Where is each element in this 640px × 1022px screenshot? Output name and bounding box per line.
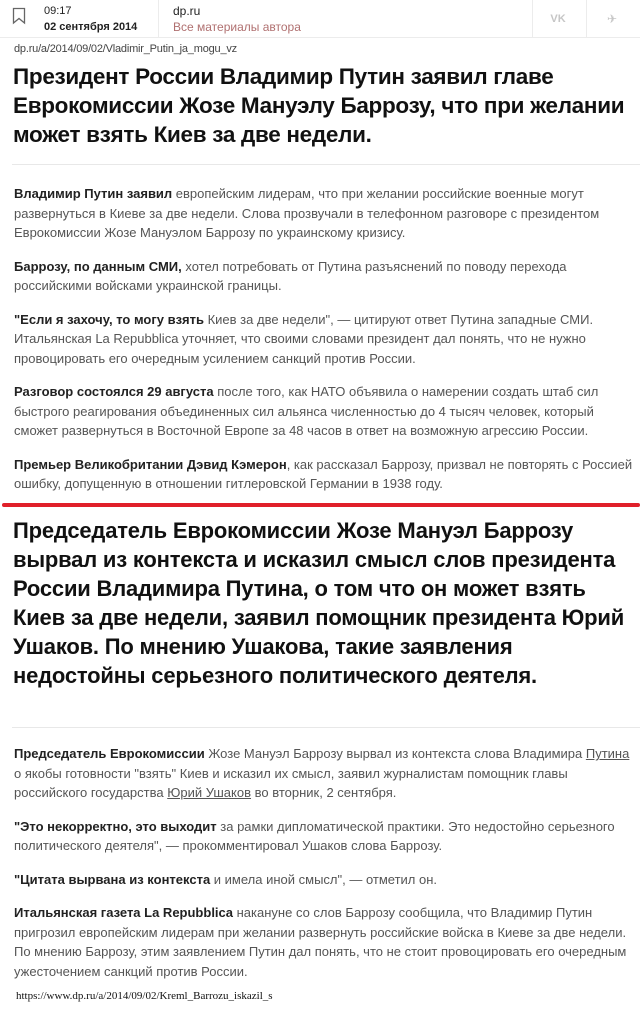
lead-bold: Владимир Путин заявил [14, 186, 173, 201]
paragraph [14, 903, 634, 981]
lead-bold: Итальянская газета La Repubblica [14, 905, 234, 920]
share-telegram-button[interactable] [587, 0, 637, 38]
paragraph [14, 310, 634, 369]
article-2-url: https://www.dp.ru/a/2014/09/02/Kreml_Barrozu_iskazil_s [16, 990, 273, 1002]
paragraph-text: о якобы готовности "взять" Киев и исказил их смысл, заявил журналистам помощник главы российского государства [14, 765, 568, 800]
lead-bold: Разговор состоялся 29 августа [14, 384, 214, 399]
paragraph-text: Жозе Мануэл Баррозу вырвал из контекста слова Владимира [204, 746, 586, 761]
lead-bold: Премьер Великобритании Дэвид Кэмерон [14, 456, 287, 472]
paragraph-text: после того, как НАТО объявила о намерении создать штаб сил быстрого реагирования объединенных сил альянса численностью до 4 тысяч человек, который сможет развернуться в Восточной Европе за 48 часов в ответ на возможную агрессию России. [14, 384, 599, 438]
publish-time: 09:17 [44, 5, 72, 17]
paragraph-text: за рамки дипломатической практики. Это недостойно серьезного политического деятеля", — прокомментировал Ушаков слова Баррозу. [14, 818, 615, 853]
paragraph-text: , как рассказал Баррозу, призвал не повторять с Россией ошибку, допущенную в отношении гитлеровской Германии в 1938 году. [14, 456, 633, 491]
paragraph [14, 870, 634, 890]
paragraph [14, 184, 634, 243]
bookmark-icon[interactable] [12, 7, 26, 25]
share-vk-button[interactable] [533, 0, 583, 38]
source-block [173, 3, 301, 35]
paragraph [14, 257, 634, 296]
article-1-url: dp.ru/a/2014/09/02/Vladimir_Putin_ja_mogu_vz [14, 43, 237, 55]
author-materials-link[interactable]: Все материалы автора [173, 20, 301, 34]
paragraph [14, 817, 634, 856]
publish-datetime [44, 3, 137, 35]
paragraph [14, 455, 634, 494]
divider [158, 0, 159, 38]
lead-bold: Баррозу, по данным СМИ, [14, 258, 182, 274]
lead-bold: "Это некорректно, это выходит [14, 818, 217, 834]
paragraph-text: накануне со слов Баррозу сообщила, что Владимир Путин пригрозил европейским лидерам при желании развернуть российские войска в Киеве за две недели. По мнению Баррозу, этим заявлением Путин дал понять, что не стоит провоцировать его очередным ужесточением санкций против России. [14, 905, 627, 979]
article-1-body [14, 184, 634, 508]
title-divider [12, 164, 640, 165]
article-2-title: Председатель Еврокомиссии Жозе Мануэл Баррозу вырвал из контекста и исказил смысл слов президента России Владимира Путина, о том что он может взять Киев за две недели, заявил помощник президента Юрий Ушаков. По мнению Ушакова, такие заявления недостойны серьезного политического деятеля. [13, 518, 625, 688]
paragraph-text: и имела иной смысл", — отметил он. [210, 871, 438, 887]
vk-icon: VK [550, 13, 566, 25]
red-separator-line [2, 503, 640, 507]
paragraph-text: европейским лидерам, что при желании российские военные могут развернуться в Киеве за две недели. Слова прозвучали в телефонном разговоре с президентом Еврокомиссии Жозе Мануэлом Баррозу по украинскому кризису. [14, 186, 600, 240]
paragraph-text: Киев за две недели", — цитируют ответ Путина западные СМИ. Итальянская La Repubblica уточняет, что своими словами президент дал понять, что не нужно провоцировать его очередным усилением санкций против России. [14, 311, 594, 366]
paragraph [14, 744, 634, 803]
ushakov-link[interactable]: Юрий Ушаков [167, 785, 252, 800]
paragraph [14, 382, 634, 441]
lead-bold: Председатель Еврокомиссии [14, 746, 205, 761]
publish-date: 02 сентября 2014 [44, 21, 138, 33]
article-meta-bar [0, 0, 640, 38]
telegram-icon: ✈ [606, 12, 618, 26]
putin-link[interactable]: Путина [585, 746, 630, 761]
lead-bold: "Если я захочу, то могу взять [14, 311, 204, 327]
lead-bold: "Цитата вырвана из контекста [14, 871, 211, 887]
source-name: dp.ru [173, 4, 201, 18]
title-divider [12, 727, 640, 728]
article-2-body [14, 744, 634, 995]
paragraph-text: во вторник, 2 сентября. [251, 785, 397, 800]
paragraph-text: хотел потребовать от Путина разъяснений по поводу перехода российскими войсками украинской границы. [14, 258, 567, 293]
article-1-title: Президент России Владимир Путин заявил главе Еврокомиссии Жозе Мануэлу Баррозу, что при желании может взять Киев за две недели. [13, 64, 625, 147]
